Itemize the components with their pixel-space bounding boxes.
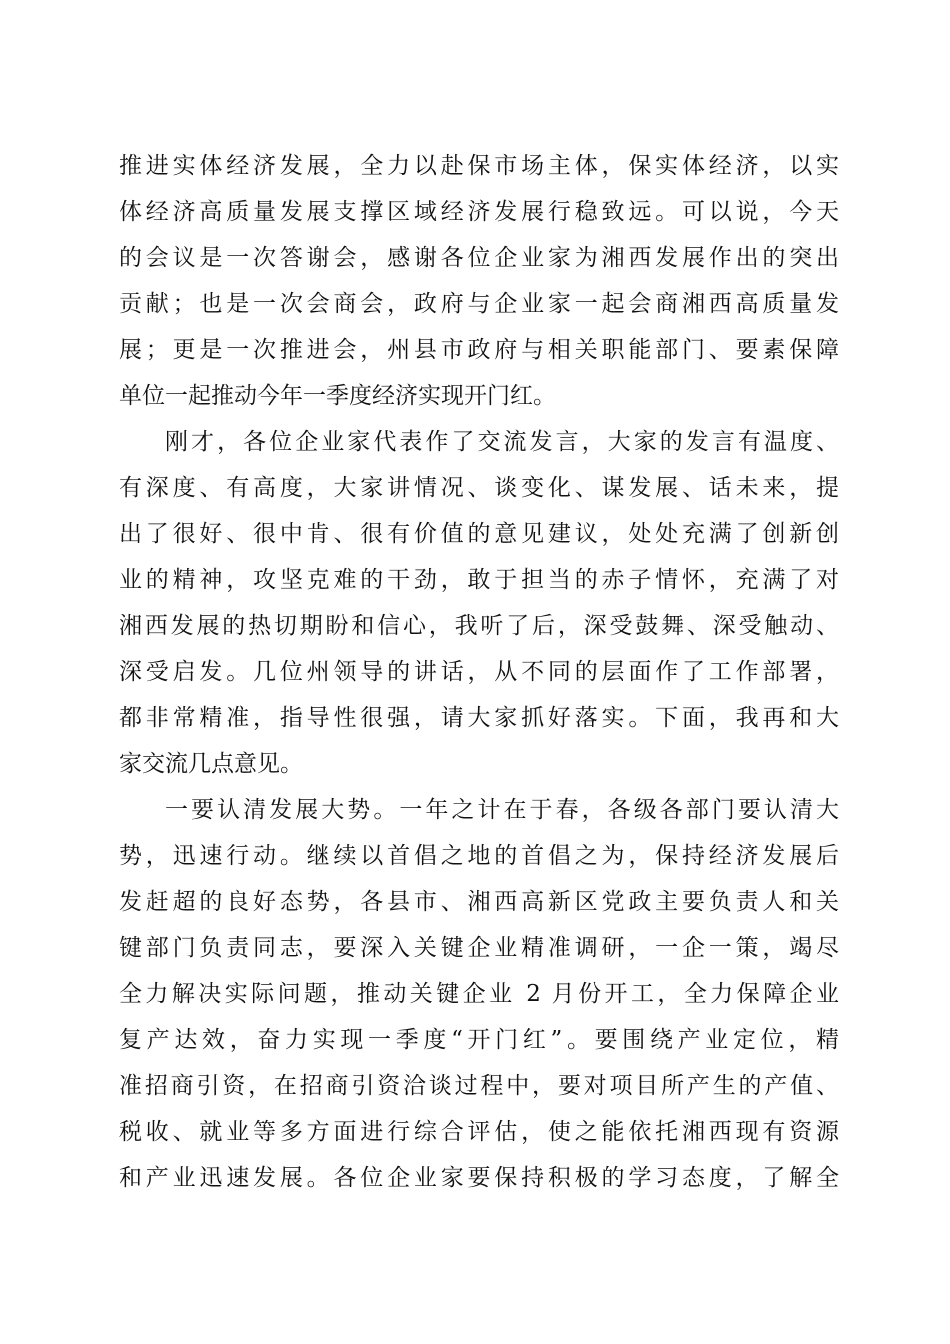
text-line: 全力解决实际问题，推动关键企业 2 月份开工，全力保障企业 <box>119 981 839 1007</box>
text-line: 准招商引资，在招商引资洽谈过程中，要对项目所产生的产值、 <box>119 1073 839 1099</box>
paragraph-3 <box>119 787 839 1201</box>
document-body <box>119 143 839 1201</box>
text-line: 都非常精准，指导性很强，请大家抓好落实。下面，我再和大 <box>119 705 839 731</box>
text-line: 有深度、有高度，大家讲情况、谈变化、谋发展、话未来，提 <box>119 475 839 501</box>
text-line: 刚才，各位企业家代表作了交流发言，大家的发言有温度、 <box>165 429 839 455</box>
text-line: 势，迅速行动。继续以首倡之地的首倡之为，保持经济发展后 <box>119 843 839 869</box>
text-line: 和产业迅速发展。各位企业家要保持积极的学习态度，了解全 <box>119 1165 839 1191</box>
text-line: 一要认清发展大势。一年之计在于春，各级各部门要认清大 <box>165 797 839 823</box>
text-line: 深受启发。几位州领导的讲话，从不同的层面作了工作部署， <box>119 659 839 685</box>
text-line: 贡献；也是一次会商会，政府与企业家一起会商湘西高质量发 <box>119 291 839 317</box>
text-line: 展；更是一次推进会，州县市政府与相关职能部门、要素保障 <box>119 337 839 363</box>
text-line: 体经济高质量发展支撑区域经济发展行稳致远。可以说，今天 <box>119 199 839 225</box>
text-line: 发赶超的良好态势，各县市、湘西高新区党政主要负责人和关 <box>119 889 839 915</box>
text-line: 家交流几点意见。 <box>119 751 303 777</box>
text-line: 业的精神，攻坚克难的干劲，敢于担当的赤子情怀，充满了对 <box>119 567 839 593</box>
text-line: 复产达效，奋力实现一季度“开门红”。要围绕产业定位，精 <box>119 1027 839 1053</box>
text-line: 出了很好、很中肯、很有价值的意见建议，处处充满了创新创 <box>119 521 839 547</box>
paragraph-1 <box>119 143 839 419</box>
paragraph-2 <box>119 419 839 787</box>
text-line: 的会议是一次答谢会，感谢各位企业家为湘西发展作出的突出 <box>119 245 839 271</box>
text-line: 单位一起推动今年一季度经济实现开门红。 <box>119 383 556 409</box>
text-line: 税收、就业等多方面进行综合评估，使之能依托湘西现有资源 <box>119 1119 839 1145</box>
text-line: 湘西发展的热切期盼和信心，我听了后，深受鼓舞、深受触动、 <box>119 613 839 639</box>
text-line: 推进实体经济发展，全力以赴保市场主体，保实体经济，以实 <box>119 153 839 179</box>
text-line: 键部门负责同志，要深入关键企业精准调研，一企一策，竭尽 <box>119 935 839 961</box>
